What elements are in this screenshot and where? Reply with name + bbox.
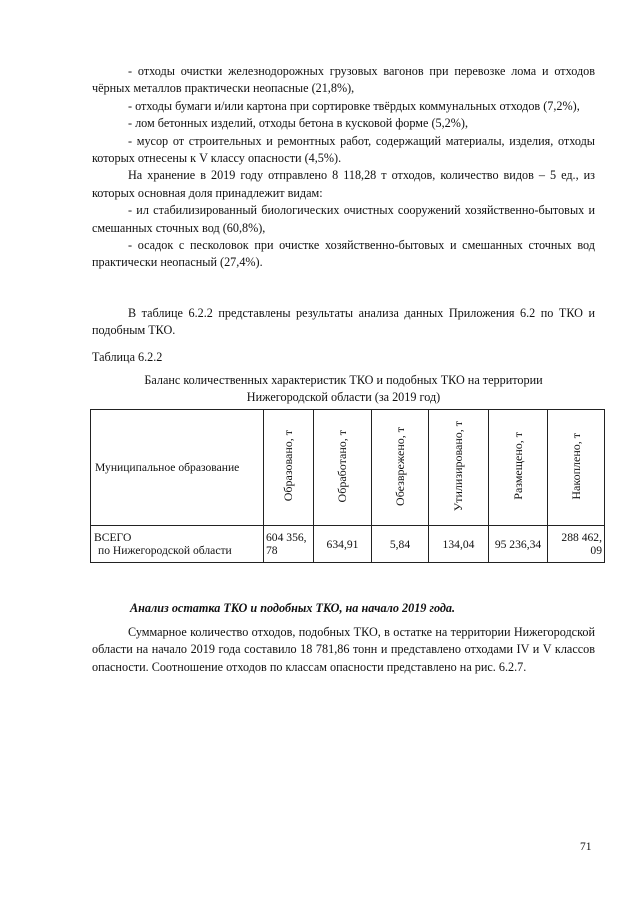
paragraph-remaining-waste: Суммарное количество отходов, подобных ТКО, в остатке на территории Нижегородской области на начало 2019 года составило 18 781,86 тонн и представлено отходами IV и V классов опасности. Соотношение отходов по классам опасности представлено на рис. 6.2.7. <box>92 625 595 674</box>
header-processed: Обработано, т <box>314 410 372 526</box>
paragraph-sludge: - ил стабилизированный биологических очистных сооружений хозяйственно-бытовых и смешанных сточных вод (60,8%), <box>92 203 595 235</box>
paragraph-concrete-waste: - лом бетонных изделий, отходы бетона в кусковой форме (5,2%), <box>128 116 468 131</box>
top-text-block <box>92 63 595 272</box>
header-generated: Образовано, т <box>264 410 314 526</box>
header-municipality: Муниципальное образование <box>91 410 264 526</box>
cell-placed: 95 236,34 <box>489 526 548 563</box>
header-utilized: Утилизировано, т <box>429 410 489 526</box>
cell-municipality-total: ВСЕГО по Нижегородской области <box>91 526 264 563</box>
table-caption: Таблица 6.2.2 <box>92 350 163 364</box>
table-title-line1: Баланс количественных характеристик ТКО и подобных ТКО на территории <box>144 373 543 387</box>
cell-generated: 604 356, 78 <box>264 526 314 563</box>
cell-processed: 634,91 <box>314 526 372 563</box>
page-number: 71 <box>580 841 592 853</box>
cell-neutralized: 5,84 <box>372 526 429 563</box>
header-placed: Размещено, т <box>489 410 548 526</box>
cell-accumulated: 288 462, 09 <box>548 526 605 563</box>
table-title-line2: Нижегородской области (за 2019 год) <box>246 390 441 404</box>
table-title <box>92 372 595 406</box>
paragraph-sand-trap-sediment: - осадок с песколовок при очистке хозяйственно-бытовых и смешанных сточных вод практически неопасный (27,4%). <box>92 238 595 270</box>
paragraph-paper-waste: - отходы бумаги и/или картона при сортировке твёрдых коммунальных отходов (7,2%), <box>128 98 580 113</box>
cell-utilized: 134,04 <box>429 526 489 563</box>
paragraph-storage-summary: На хранение в 2019 году отправлено 8 118,28 т отходов, количество видов – 5 ед., из которых основная доля принадлежит видам: <box>92 168 595 200</box>
table-row <box>91 526 605 563</box>
intro-text-block <box>92 305 595 340</box>
table-header-row <box>91 410 605 526</box>
section-heading: Анализ остатка ТКО и подобных ТКО, на начало 2019 года. <box>130 601 456 615</box>
paragraph-railway-waste: - отходы очистки железнодорожных грузовых вагонов при перевозке лома и отходов чёрных металлов практически неопасные (21,8%), <box>92 64 595 96</box>
header-accumulated: Накоплено, т <box>548 410 605 526</box>
header-neutralized: Обезврежено, т <box>372 410 429 526</box>
paragraph-table-intro: В таблице 6.2.2 представлены результаты анализа данных Приложения 6.2 по ТКО и подобным ТКО. <box>92 306 595 338</box>
balance-table <box>90 409 605 563</box>
bottom-text-block <box>92 624 595 676</box>
paragraph-construction-waste: - мусор от строительных и ремонтных работ, содержащий материалы, изделия, отходы которых отнесены к V классу опасности (4,5%). <box>92 133 595 166</box>
